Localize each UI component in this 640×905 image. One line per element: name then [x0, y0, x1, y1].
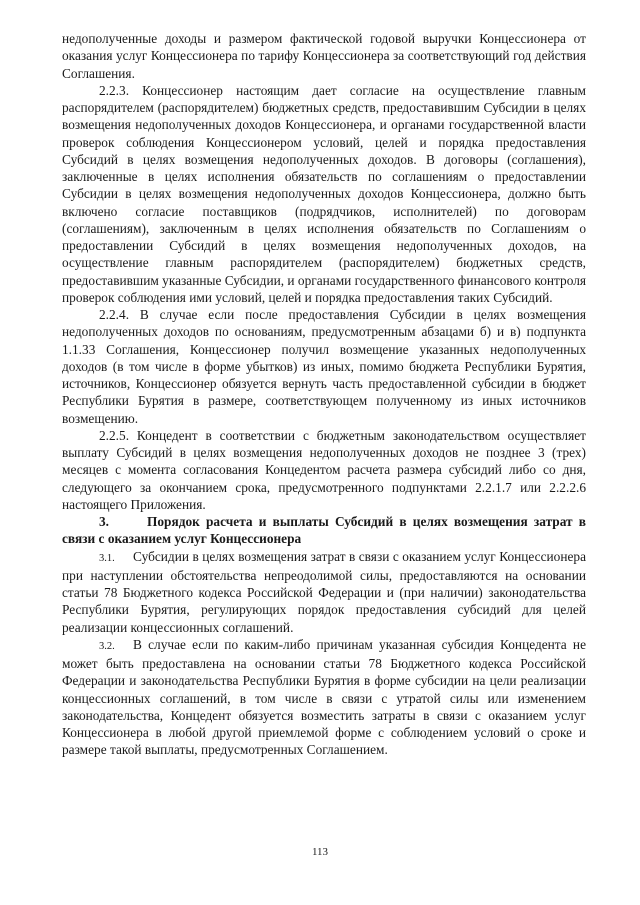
subsection-3-2-text: В случае если по каким-либо причинам указанная субсидия Концедента не может быть предоставлена на основании статьи 78 Бюджетного кодекса Российской Федерации и законодательства Республики Бурятия в форме субсидии на цели реализации концессионных соглашений, в том числе в связи с утратой силы или изменением законодательства, Концедент обязуется возместить затраты в связи с оказанием услуг Концессионера в любой другой приемлемой форме с соблюдением условий о сроке и размере такой выплаты, предусмотренных Соглашением.	[62, 636, 586, 758]
document-page	[62, 30, 586, 759]
paragraph-2-2-4: 2.2.4. В случае если после предоставления Субсидии в целях возмещения недополученных доходов по основаниям, предусмотренным абзацами б) и в) подпункта 1.1.33 Соглашения, Концессионер получил возмещение указанных недополученных доходов (в том числе в форме убытков) из иных, помимо бюджета Республики Бурятия, источников, Концессионер обязуется вернуть часть предоставленной субсидии в бюджет Республики Бурятия в размере, соответствующем полученному из иных источников возмещению.	[62, 307, 586, 426]
paragraph-2-2-5: 2.2.5. Концедент в соответствии с бюджетным законодательством осуществляет выплату Субсидий в целях возмещения недополученных доходов не позднее 3 (трех) месяцев с момента согласования Концедентом расчета размера субсидий либо со дня, следующего за окончанием срока, предусмотренного подпунктами 2.2.1.7 или 2.2.2.6 настоящего Приложения.	[62, 427, 586, 512]
subsection-3-1-text: Субсидии в целях возмещения затрат в связи с оказанием услуг Концессионера при наступлении обстоятельства непреодолимой силы, предоставляются на основании статьи 78 Бюджетного кодекса Российской Федерации и (при наличии) законодательства Республики Бурятия, регулирующих порядок предоставления субсидий для целей реализации концессионных соглашений.	[62, 548, 586, 635]
section-3-heading	[62, 513, 586, 548]
paragraph-2-2-3: 2.2.3. Концессионер настоящим дает согласие на осуществление главным распорядителем (распорядителем) бюджетных средств, предоставившим Субсидии в целях возмещения недополученных доходов Концессионера, и органами государственной власти проверок соблюдения Концессионером условий, целей и порядка предоставления Субсидий в целях возмещения недополученных доходов. В договоры (соглашения), заключенные в целях исполнения обязательств по соглашениям о предоставлении Субсидии в целях возмещения недополученных доходов Концессионера, должно быть включено согласие поставщиков (подрядчиков, исполнителей) по договорам (соглашениям), заключенным в целях исполнения обязательств по Соглашениям о предоставлении Субсидий в целях возмещения недополученных доходов, на осуществление главным распорядителем (распорядителем) бюджетных средств, предоставившим указанные Субсидии, и органами государственного финансового контроля проверок соблюдения ими условий, целей и порядка предоставления таких Субсидий.	[62, 82, 586, 305]
subsection-3-1	[62, 548, 586, 636]
subsection-3-2	[62, 636, 586, 759]
subsection-3-2-number: 3.2.	[99, 640, 115, 652]
paragraph-continuation: недополученные доходы и размером фактической годовой выручки Концессионера от оказания услуг Концессионера по тарифу Концессионера за соответствующий год действия Соглашения.	[62, 31, 586, 81]
page-number: 113	[311, 846, 329, 858]
subsection-3-1-number: 3.1.	[99, 552, 115, 564]
section-3-title: Порядок расчета и выплаты Субсидий в целях возмещения затрат в связи с оказанием услуг Концессионера	[62, 514, 586, 547]
section-3-number: 3.	[99, 514, 110, 529]
